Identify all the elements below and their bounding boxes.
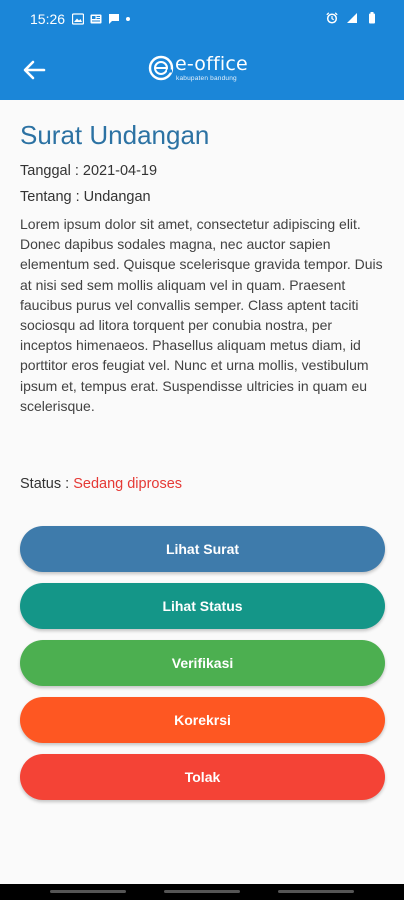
letter-detail — [20, 118, 386, 416]
logo-subtitle: kabupaten bandung — [176, 75, 237, 82]
news-icon — [90, 13, 102, 25]
letter-body: Lorem ipsum dolor sit amet, consectetur adipiscing elit. Donec dapibus sodales magna, nec auctor sapien elementum sed. Quisque scelerisque gravida tempor. Duis at nisi sed sem mollis aliquam vel in quam. Praesent faucibus purus vel convallis semper. Class aptent taciti sociosqu ad litora torquent per conubia nostra, per inceptos himenaeos. Phasellus aliquam metus diam, id porttitor eros feugiat vel. Nunc et urna mollis, vestibulum ipsum et, tempus erat. Suspendisse ultricies in quam eu scelerisque. — [20, 216, 383, 414]
nav-recent-button[interactable] — [50, 890, 126, 893]
e-office-logo-icon — [148, 55, 174, 81]
letter-meta — [20, 158, 386, 210]
notification-icons — [72, 13, 130, 25]
status-value: Sedang diproses — [73, 476, 183, 492]
navigation-bar — [0, 884, 404, 900]
app-bar — [0, 40, 404, 100]
letter-subject: Tentang : Undangan — [20, 189, 151, 205]
page-title: Surat Undangan — [20, 120, 210, 150]
signal-icon — [346, 12, 358, 24]
letter-date: Tanggal : 2021-04-19 — [20, 163, 158, 179]
status-time: 15:26 — [30, 11, 66, 27]
view-status-button[interactable]: Lihat Status — [20, 583, 385, 629]
verify-button[interactable]: Verifikasi — [20, 640, 385, 686]
reject-button[interactable]: Tolak — [20, 754, 385, 800]
battery-icon — [366, 12, 378, 24]
alarm-icon — [326, 12, 338, 24]
logo-title: e-office — [175, 53, 248, 75]
system-icons — [326, 12, 378, 24]
correction-button[interactable]: Korekrsi — [20, 697, 385, 743]
nav-home-button[interactable] — [164, 890, 240, 893]
action-buttons — [20, 526, 385, 811]
status-bar — [0, 0, 404, 40]
nav-back-button[interactable] — [278, 890, 354, 893]
chat-icon — [108, 13, 120, 25]
arrow-left-icon — [20, 56, 50, 84]
app-logo — [148, 52, 260, 88]
gallery-icon — [72, 13, 84, 25]
more-notifications-dot — [126, 17, 130, 21]
status-line — [20, 476, 182, 492]
status-label: Status : — [20, 476, 74, 492]
view-letter-button[interactable]: Lihat Surat — [20, 526, 385, 572]
back-button[interactable] — [20, 56, 50, 84]
